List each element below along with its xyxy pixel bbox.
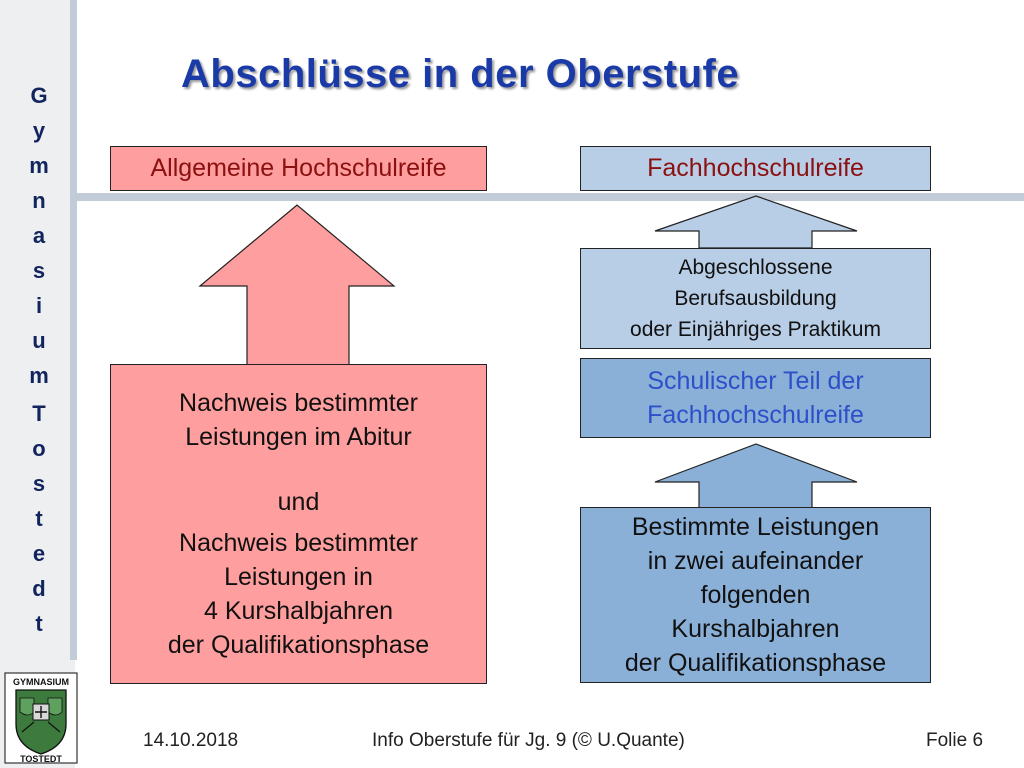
allgemeine-hochschulreife-box — [110, 146, 487, 191]
sidebar-letter: d — [32, 576, 46, 601]
sidebar-letter: t — [35, 611, 43, 636]
bestimmte-leistungen-line: in zwei aufeinander — [647, 547, 864, 575]
crest-bottom-text: TOSTEDT — [20, 754, 62, 764]
left-up-arrow — [200, 205, 394, 365]
schulischer-teil-line: Fachhochschulreife — [647, 401, 864, 429]
nachweis-box — [110, 364, 487, 684]
schulischer-teil-line: Schulischer Teil der — [647, 367, 864, 395]
sidebar-letter: T — [32, 401, 46, 426]
school-crest-icon — [4, 672, 78, 764]
footer-center-text: Info Oberstufe für Jg. 9 (© U.Quante) — [372, 730, 685, 751]
schulischer-teil-box — [580, 358, 931, 438]
nachweis-line: Leistungen in — [224, 563, 373, 591]
bestimmte-leistungen-line: der Qualifikationsphase — [624, 649, 887, 677]
nachweis-line: 4 Kurshalbjahren — [203, 597, 393, 625]
bestimmte-leistungen-line: folgenden — [700, 581, 811, 609]
sidebar-letter: s — [32, 258, 46, 283]
sidebar-letter: o — [32, 436, 46, 461]
fachhochschulreife-box — [580, 146, 931, 191]
right-bottom-up-arrow — [655, 444, 857, 508]
sidebar-letter: m — [29, 153, 49, 178]
bestimmte-leistungen-line: Kurshalbjahren — [671, 615, 840, 643]
berufsausbildung-line: Abgeschlossene — [678, 256, 833, 279]
sidebar-letter: a — [32, 223, 46, 248]
und-connector: und — [277, 488, 320, 516]
nachweis-line: Nachweis bestimmter — [179, 529, 418, 557]
sidebar-letter: t — [35, 506, 43, 531]
sidebar-letter: s — [32, 471, 46, 496]
sidebar-letter: i — [35, 293, 43, 318]
sidebar-letter: y — [32, 118, 46, 143]
right-top-up-arrow — [655, 196, 857, 248]
crest-top-text: GYMNASIUM — [13, 677, 69, 687]
sidebar-letter: u — [32, 328, 46, 353]
allgemeine-hochschulreife-label: Allgemeine Hochschulreife — [150, 154, 447, 182]
nachweis-line: Nachweis bestimmter — [179, 389, 418, 417]
slide-title: Abschlüsse in der Oberstufe — [181, 52, 740, 96]
sidebar-letter: n — [32, 188, 46, 213]
berufsausbildung-line: Berufsausbildung — [674, 287, 837, 310]
berufsausbildung-line: oder Einjähriges Praktikum — [630, 318, 881, 341]
sidebar-letter: e — [32, 541, 46, 566]
fachhochschulreife-label: Fachhochschulreife — [647, 154, 864, 182]
nachweis-line: der Qualifikationsphase — [167, 631, 430, 659]
footer-slide-number: Folie 6 — [926, 730, 984, 751]
berufsausbildung-box — [580, 248, 931, 349]
sidebar-letter: G — [30, 83, 48, 108]
bestimmte-leistungen-line: Bestimmte Leistungen — [631, 513, 880, 541]
bestimmte-leistungen-box — [580, 507, 931, 683]
nachweis-line: Leistungen im Abitur — [185, 423, 412, 451]
footer-date: 14.10.2018 — [143, 730, 239, 751]
sidebar-letter: m — [29, 363, 49, 388]
